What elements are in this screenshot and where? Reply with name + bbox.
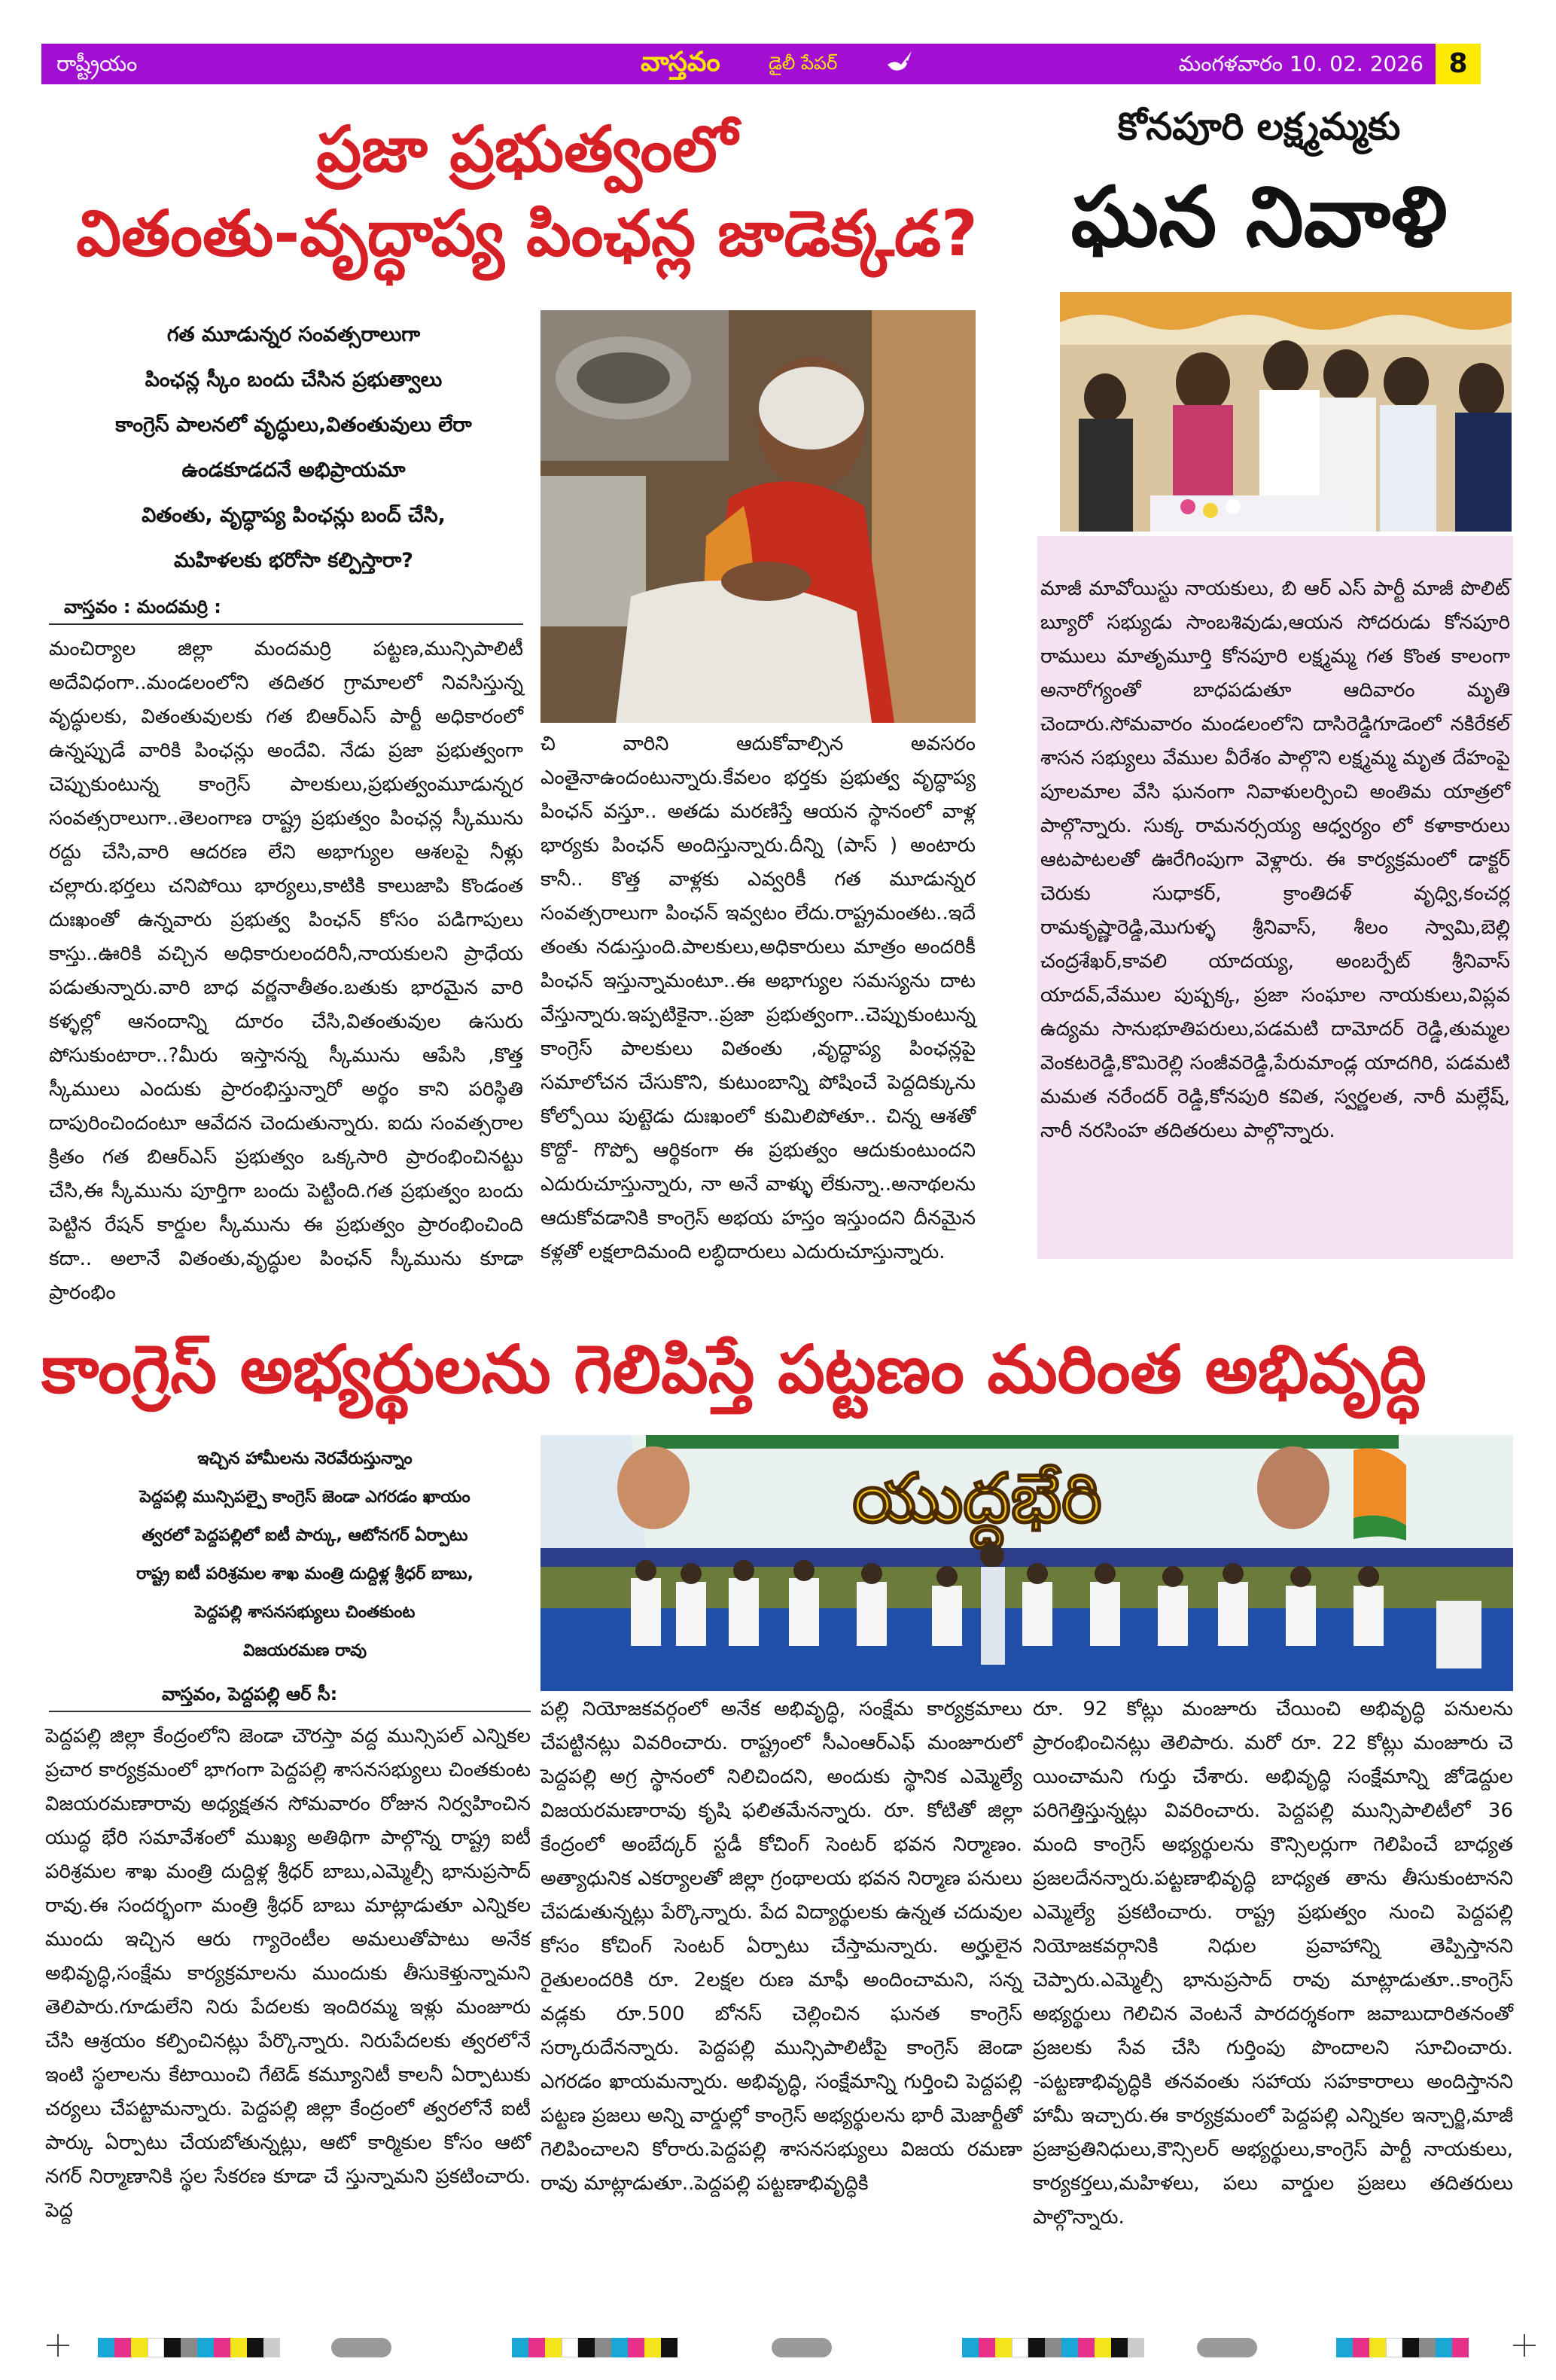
color-calibration-bar bbox=[1336, 2338, 1469, 2357]
deck-line: విజయరమణ రావు bbox=[242, 1641, 367, 1660]
story3-column-3 bbox=[1033, 1693, 1513, 2330]
registration-oval-icon bbox=[331, 2338, 391, 2357]
dove-logo-icon bbox=[885, 47, 915, 77]
story1-body-text-2: చి వారిని ఆదుకోవాల్సిన అవసరం ఎంతైనాఉందంటున్నారు.కేవలం భర్తకు ప్రభుత్వ వృద్ధాప్య పింఛన్ వస్తూ.. అతడు మరణిస్తే ఆయన స్థానంలో వాళ్ల భార్యకు పింఛన్ అందిస్తున్నారు.దీన్ని (పాస్ ) అంటారు కానీ.. కొత్త వాళ్లకు ఎవ్వరికీ గత మూడున్నర సంవత్సరాలుగా పింఛన్ ఇవ్వటం లేదు.రాష్ట్రమంతట..ఇదే తంతు నడుస్తుంది.పాలకులు,అధికారులు మాత్రం అందరికీ పింఛన్ ఇస్తున్నామంటూ..ఈ అభాగ్యుల సమస్యను దాట వేస్తున్నారు.ఇప్పటికైనా..ప్రజా ప్రభుత్వంగా..చెప్పుకుంటున్న కాంగ్రెస్ పాలకులు వితంతు ,వృద్ధాప్య పింఛన్లపై సమాలోచన చేసుకొని, కుటుంబాన్ని పోషించే పెద్దదిక్కును కోల్పోయి పుట్టెడు దుఃఖంలో కుమిలిపోతూ.. చిన్న ఆశతో కొద్దో- గొప్పో ఆర్థికంగా ఈ ప్రభుత్వం ఆదుకుంటుందని ఎదురుచూస్తున్నారు, నా అనే వాళ్ళు లేకున్నా..అనాథలను ఆదుకోవడానికి కాంగ్రెస్ అభయ హస్తం ఇస్తుందని దీనమైన కళ్లతో లక్షలాదిమంది లబ్ధిదారులు ఎదురుచూస్తున్నారు. bbox=[540, 733, 976, 1263]
deck-line: ఇచ్చిన హామీలను నెరవేరుస్తున్నాం bbox=[197, 1449, 413, 1468]
story2-body-text: మాజీ మావోయిస్టు నాయకులు, బి ఆర్ ఎస్ పార్టీ మాజీ పొలిట్ బ్యూరో సభ్యుడు సాంబశివుడు,ఆయన సోదరుడు కోనపూరి రాములు మాతృమూర్తి కోనపూరి లక్ష్మమ్మ గత కొంత కాలంగా అనారోగ్యంతో బాధపడుతూ ఆదివారం మృతి చెందారు.సోమవారం మండలంలోని దాసిరెడ్డిగూడెంలో నకిరేకల్ శాసన సభ్యులు వేముల వీరేశం పాల్గొని లక్ష్మమ్మ మృత దేహంపై పూలమాల వేసి ఘనంగా నివాళులర్పించి అంతిమ యాత్రలో పాల్గొన్నారు. సుక్క రామనర్సయ్య ఆధ్వర్యం లో కళాకారులు ఆటపాటలతో ఊరేగింపుగా వెళ్లారు. ఈ కార్యక్రమంలో డాక్టర్ చెరుకు సుధాకర్, క్రాంతిదళ్ వృధ్వి,కంచర్ల రామకృష్ణారెడ్డి,మొగుళ్ళ శ్రీనివాస్, శీలం స్వామి,బెల్లి చంద్రశేఖర్,కావలి యాదయ్య, అంబర్పేట్ శ్రీనివాస్ యాదవ్,వేముల పుష్పక్క, ప్రజా సంఘాల నాయకులు,విప్లవ ఉద్యమ సానుభూతిపరులు,పడమటి దామోదర్ రెడ్డి,తుమ్మల వెంకటరెడ్డి,కొమిరెల్లి సంజీవరెడ్డి,పేరుమాండ్ల యాదగిరి, పడమటి మమత నరేందర్ రెడ్డి,కోనపురి కవిత, స్వర్ణలత, నారీ మల్లేష్, నారీ నరసింహ తదితరులు పాల్గొన్నారు. bbox=[1040, 577, 1510, 1142]
elderly-woman-photo bbox=[540, 310, 976, 723]
color-calibration-bar bbox=[98, 2338, 280, 2357]
story1-column-1 bbox=[49, 632, 523, 1304]
page-number: 8 bbox=[1436, 44, 1481, 84]
section-label: రాష్ట్రీయం bbox=[56, 51, 138, 76]
masthead-title: వాస్తవం bbox=[641, 47, 720, 78]
registration-oval-icon bbox=[1197, 2338, 1257, 2357]
deck-line: పెద్దపల్లి శాసనసభ్యులు చింతకుంట bbox=[194, 1603, 416, 1622]
rally-stage-photo bbox=[540, 1435, 1513, 1691]
story2-headline-line2: ఘన నివాళి bbox=[1070, 169, 1448, 265]
registration-cross-icon bbox=[47, 2334, 69, 2357]
registration-oval-icon bbox=[772, 2338, 832, 2357]
divider bbox=[49, 1711, 531, 1712]
story3-body-text-3: రూ. 92 కోట్లు మంజూరు చేయించి అభివృద్ధి పనులను ప్రారంభించినట్లు తెలిపారు. మరో రూ. 22 కోట్లు మంజూరు చె యించామని గుర్తు చేశారు. అభివృద్ధి సంక్షేమాన్ని జోడెద్దుల పరిగెత్తిస్తున్నట్లు వివరించారు. పెద్దపల్లి మున్సిపాలిటీలో 36 మంది కాంగ్రెస్ అభ్యర్థులను కౌన్సిలర్లుగా గెలిపించే బాధ్యత ప్రజలదేనన్నారు.పట్టణాభివృద్ధి బాధ్యత తాను తీసుకుంటానని ఎమ్మెల్యే ప్రకటించారు. రాష్ట్ర ప్రభుత్వం నుంచి పెద్దపల్లి నియోజకవర్గానికి నిధుల ప్రవాహాన్ని తెప్పిస్తానని చెప్పారు.ఎమ్మెల్సీ భానుప్రసాద్ రావు మాట్లాడుతూ..కాంగ్రెస్ అభ్యర్థులు గెలిచిన వెంటనే పారదర్శకంగా జవాబుదారితనంతో ప్రజలకు సేవ చేసి గుర్తింపు పొందాలని సూచించారు. -పట్టణాభివృద్ధికి తనవంతు సహాయ సహకారాలు అందిస్తానని హామీ ఇచ్చారు.ఈ కార్యక్రమంలో పెద్దపల్లి ఎన్నికల ఇన్చార్జి,మాజీ ప్రజాప్రతినిధులు,కౌన్సిలర్ అభ్యర్థులు,కాంగ్రెస్ పార్టీ నాయకులు, కార్యకర్తలు,మహిళలు, పలు వార్డుల ప్రజలు తదితరులు పాల్గొన్నారు. bbox=[1033, 1698, 1513, 2229]
tribute-photo bbox=[1060, 292, 1512, 532]
deck-line: రాష్ట్ర ఐటీ పరిశ్రమల శాఖ మంత్రి దుద్దిళ్ల శ్రీధర్ బాబు, bbox=[136, 1565, 474, 1583]
divider bbox=[49, 623, 523, 625]
story1-headline-line1: ప్రజా ప్రభుత్వంలో bbox=[316, 112, 738, 186]
story1-column-2 bbox=[540, 727, 976, 1269]
story3-deck bbox=[90, 1440, 519, 1670]
deck-line: గత మూడున్నర సంవత్సరాలుగా bbox=[166, 323, 421, 346]
color-calibration-bar bbox=[512, 2338, 678, 2357]
story3-body-text-2: పల్లి నియోజకవర్గంలో అనేక అభివృద్ధి, సంక్షేమ కార్యక్రమాలు చేపట్టినట్లు వివరించారు. రాష్ట్రంలో సీఎంఆర్ఎఫ్ మంజూరులో పెద్దపల్లి అగ్ర స్థానంలో నిలిచిందని, అందుకు స్థానిక ఎమ్మెల్యే విజయరమణారావు కృషి ఫలితమేనన్నారు. రూ. కోటితో జిల్లా కేంద్రంలో అంబేద్కర్ స్టడీ కోచింగ్ సెంటర్ భవన నిర్మాణం. అత్యాధునిక ఎకర్యాలతో జిల్లా గ్రంథాలయ భవన నిర్మాణ పనులు చేపడుతున్నట్లు పేర్కొన్నారు. పేద విద్యార్థులకు ఉన్నత చదువుల కోసం కోచింగ్ సెంటర్ ఏర్పాటు చేస్తామన్నారు. అర్హులైన రైతులందరికి రూ. 2లక్షల రుణ మాఫీ అందించామని, సన్న వడ్లకు రూ.500 బోనస్ చెల్లించిన ఘనత కాంగ్రెస్ సర్కారుదేనన్నారు. పెద్దపల్లి మున్సిపాలిటీపై కాంగ్రెస్ జెండా ఎగరడం ఖాయమన్నారు. అభివృద్ధి, సంక్షేమాన్ని గుర్తించి పెద్దపల్లి పట్టణ ప్రజలు అన్ని వార్డుల్లో కాంగ్రెస్ అభ్యర్థులను భారీ మెజార్టీతో గెలిపించాలని కోరారు.పెద్దపల్లి శాసనసభ్యులు విజయ రమణా రావు మాట్లాడుతూ..పెద్దపల్లి పట్టణాభివృద్ధికి bbox=[540, 1698, 1022, 2195]
deck-line: ఉండకూడదనే అభిప్రాయమా bbox=[181, 459, 406, 482]
registration-cross-icon bbox=[1513, 2334, 1536, 2357]
deck-line: పెద్దపల్లి మున్సిపల్పై కాంగ్రెస్ జెండా ఎగరడం ఖాయం bbox=[139, 1488, 470, 1507]
story2-headline-line1: కోనపూరి లక్ష్మమ్మకు bbox=[1117, 105, 1401, 148]
masthead-tagline: డైలీ పేపర్ bbox=[769, 53, 838, 74]
deck-line: మహిళలకు భరోసా కల్పిస్తారా? bbox=[174, 549, 413, 572]
story1-deck bbox=[64, 312, 523, 584]
story3-dateline: వాస్తవం, పెద్దపల్లి ఆర్ సీ: bbox=[162, 1684, 338, 1705]
deck-line: త్వరలో పెద్దపల్లిలో ఐటీ పార్కు, ఆటోనగర్ ఏర్పాటు bbox=[142, 1526, 468, 1545]
story3-column-2 bbox=[540, 1693, 1022, 2330]
story1-headline-line2: వితంతు-వృద్ధాప్య పింఛన్ల జాడెక్కడ? bbox=[76, 197, 978, 270]
issue-date: మంగళవారం 10. 02. 2026 bbox=[1178, 51, 1424, 76]
story1-body-text-1: మంచిర్యాల జిల్లా మందమర్రి పట్టణ,మున్సిపాలిటీ అదేవిధంగా..మండలంలోని తదితర గ్రామాలలో నివసిస్తున్న వృద్ధులకు, వితంతువులకు గత బిఆర్ఎస్ పార్టీ అధికారంలో ఉన్నప్పుడే వారికి పింఛన్లు అందేవి. నేడు ప్రజా ప్రభుత్వంగా చెప్పుకుంటున్న కాంగ్రెస్ పాలకులు,ప్రభుత్వంమూడున్నర సంవత్సరాలుగా..తెలంగాణ రాష్ట్ర ప్రభుత్వం పింఛన్ల స్కీమును రద్దు చేసి,వారి ఆదరణ లేని అభాగ్యుల ఆశలపై నీళ్లు చల్లారు.భర్తలు చనిపోయి భార్యలు,కాటికి కాలుజాపి కొండంత దుఃఖంతో ఉన్నవారు ప్రభుత్వ పింఛన్ కోసం పడిగాపులు కాస్తు..ఊరికి వచ్చిన అధికారులందరినీ,నాయకులని ప్రాధేయ పడుతున్నారు.వారి బాధ వర్ణనాతీతం.బతుకు భారమైన వారి కళ్ళల్లో ఆనందాన్ని దూరం చేసి,వితంతువుల ఉసురు పోసుకుంటారా..?మీరు ఇస్తానన్న స్కీమును ఆపేసి ,కొత్త స్కీములు ఎందుకు ప్రారంభిస్తున్నారో అర్థం కాని పరిస్థితి దాపురించిందంటూ ఆవేదన చెందుతున్నారు. ఐదు సంవత్సరాల క్రితం గత బిఆర్ఎస్ ప్రభుత్వం ఒక్కసారి ప్రారంభించినట్టు చేసి,ఈ స్కీమును పూర్తిగా బందు పెట్టింది.గత ప్రభుత్వం బందు పెట్టిన రేషన్ కార్డుల స్కీమును ఈ ప్రభుత్వం ప్రారంభించింది కదా.. అలానే వితంతు,వృద్ధుల పింఛన్ స్కీమును కూడా ప్రారంభిం bbox=[49, 638, 523, 1304]
page-header-bar bbox=[41, 44, 1481, 84]
deck-line: పింఛన్ల స్కీం బందు చేసిన ప్రభుత్వాలు bbox=[145, 368, 443, 392]
rally-banner-text: యుద్ధభేరి bbox=[852, 1459, 1102, 1538]
deck-line: వితంతు, వృద్ధాప్య పింఛన్లు బంద్ చేసి, bbox=[142, 504, 446, 527]
story2-column bbox=[1040, 572, 1510, 1257]
story3-body-text-1: పెద్దపల్లి జిల్లా కేంద్రంలోని జెండా చౌరస్తా వద్ద మున్సిపల్ ఎన్నికల ప్రచార కార్యక్రమంలో భాగంగా పెద్దపల్లి శాసనసభ్యులు చింతకుంట విజయరమణారావు అధ్యక్షతన సోమవారం రోజున నిర్వహించిన యుద్ధ భేరి సమావేశంలో ముఖ్య అతిథిగా పాల్గొన్న రాష్ట్ర ఐటీ పరిశ్రమల శాఖ మంత్రి దుద్దిళ్ల శ్రీధర్ బాబు,ఎమ్మెల్సీ భానుప్రసాద్ రావు.ఈ సందర్భంగా మంత్రి శ్రీధర్ బాబు మాట్లాడుతూ ఎన్నికల ముందు ఇచ్చిన ఆరు గ్యారెంటీల అమలుతోపాటు అనేక అభివృద్ధి,సంక్షేమ కార్యక్రమాలను ముందుకు తీసుకెళ్తున్నామని తెలిపారు.గూడులేని నిరు పేదలకు ఇందిరమ్మ ఇళ్లు మంజూరు చేసి ఆశ్రయం కల్పించినట్లు పేర్కొన్నారు. నిరుపేదలకు త్వరలోనే ఇంటి స్థలాలను కేటాయించి గేటెడ్ కమ్యూనిటీ కాలనీ ఏర్పాటుకు చర్యలు చేపట్టామన్నారు. పెద్దపల్లి జిల్లా కేంద్రంలో త్వరలోనే ఐటీ పార్కు ఏర్పాటు చేయబోతున్నట్లు, ఆటో కార్మికుల కోసం ఆటో నగర్ నిర్మాణానికి స్థల సేకరణ కూడా చే స్తున్నామని ప్రకటించారు. పెద్ద bbox=[45, 1725, 531, 2222]
story3-headline: కాంగ్రెస్ అభ్యర్థులను గెలిపిస్తే పట్టణం మరింత అభివృద్ధి bbox=[41, 1330, 1427, 1408]
deck-line: కాంగ్రెస్ పాలనలో వృద్ధులు,వితంతువులు లేరా bbox=[115, 413, 472, 437]
story1-dateline: వాస్తవం : మందమర్రి : bbox=[64, 596, 221, 617]
story3-column-1 bbox=[45, 1720, 531, 2330]
color-calibration-bar bbox=[962, 2338, 1144, 2357]
